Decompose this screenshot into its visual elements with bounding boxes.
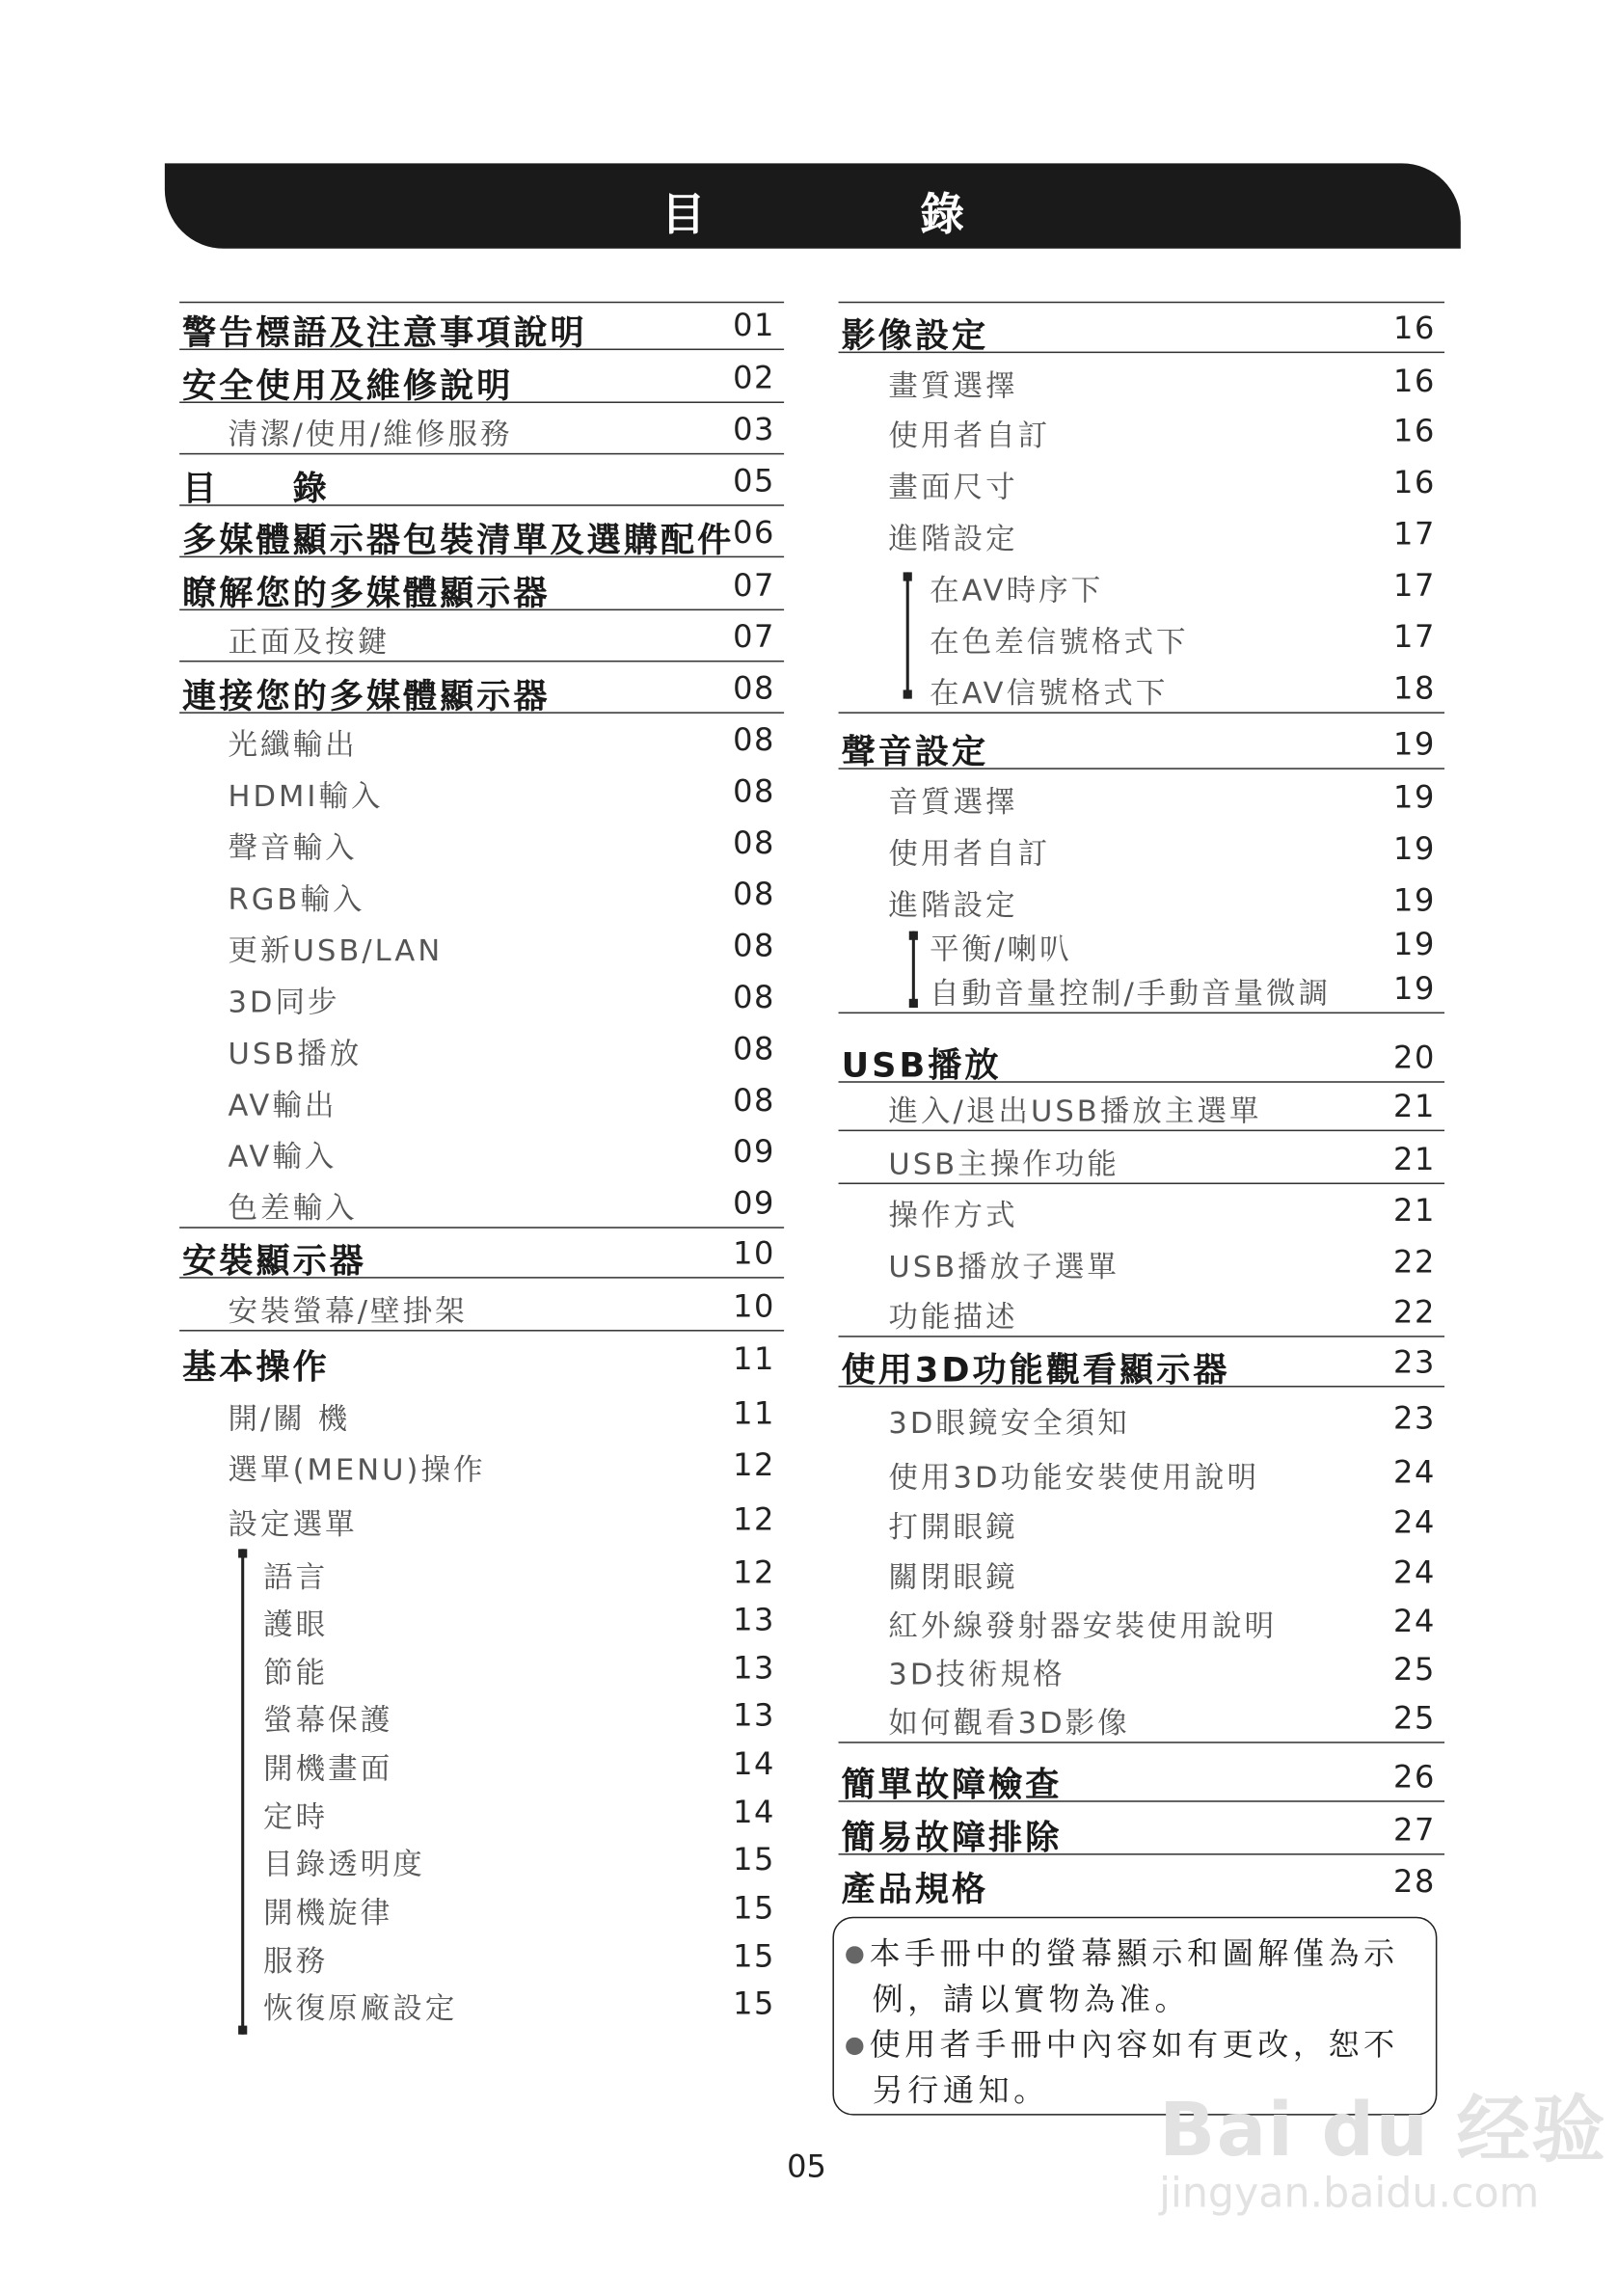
toc-entry[interactable] (179, 1388, 784, 1439)
toc-entry-page: 03 (733, 412, 775, 447)
toc-entry-label: 3D眼鏡安全須知 (888, 1404, 1130, 1441)
toc-entry-page: 27 (1393, 1812, 1436, 1849)
toc-entry-page: 18 (1393, 670, 1436, 707)
toc-entry[interactable] (179, 1881, 784, 1932)
toc-entry-page: 10 (733, 1288, 775, 1324)
toc-entry-page: 15 (733, 1938, 775, 1975)
toc-entry[interactable] (179, 1738, 784, 1789)
toc-entry-page: 15 (733, 1890, 775, 1926)
toc-entry-page: 21 (1393, 1088, 1436, 1124)
toc-entry-page: 08 (733, 722, 775, 758)
toc-entry-label: 目錄透明度 (263, 1846, 425, 1882)
toc-entry-page: 08 (733, 928, 775, 964)
toc-entry-label: 進階設定 (888, 521, 1018, 556)
bullet-icon (846, 2038, 863, 2055)
toc-entry-label: 打開眼鏡 (888, 1509, 1018, 1545)
toc-entry-page: 25 (1393, 1700, 1436, 1737)
toc-entry[interactable] (179, 1333, 784, 1388)
toc-entry-label: AV輸出 (228, 1087, 337, 1122)
toc-entry[interactable] (839, 717, 1445, 772)
toc-entry-page: 08 (733, 773, 775, 810)
toc-entry-page: 19 (1393, 882, 1436, 918)
toc-entry-page: 21 (1393, 1141, 1436, 1177)
toc-entry[interactable] (839, 1750, 1445, 1805)
toc-entry-label: RGB輸入 (228, 880, 365, 917)
toc-entry-label: 產品規格 (841, 1871, 989, 1910)
toc-entry[interactable] (839, 1235, 1445, 1286)
toc-entry-page: 08 (733, 979, 775, 1015)
toc-entry-label: 目 錄 (182, 471, 330, 509)
toc-entry-label: USB播放 (228, 1035, 363, 1071)
toc-entry[interactable] (179, 662, 784, 716)
toc-entry-page: 22 (1393, 1294, 1436, 1331)
toc-entry-label: 基本操作 (182, 1348, 330, 1388)
toc-entry-page: 08 (733, 1082, 775, 1119)
submenu-bracket (241, 1549, 244, 2034)
toc-entry-page: 12 (733, 1501, 775, 1538)
toc-entry-label: 關閉眼鏡 (888, 1559, 1018, 1595)
toc-entry[interactable] (839, 302, 1445, 357)
toc-entry[interactable] (179, 1280, 784, 1331)
toc-entry-page: 06 (733, 514, 775, 551)
toc-entry[interactable] (179, 714, 784, 765)
toc-entry-label: 自動音量控制/手動音量微調 (930, 975, 1332, 1012)
toc-entry-page: 16 (1393, 310, 1436, 346)
toc-entry[interactable] (839, 770, 1445, 822)
toc-entry-page: 02 (733, 360, 775, 396)
toc-entry-label: 3D技術規格 (888, 1656, 1065, 1692)
toc-entry-page: 19 (1393, 779, 1436, 816)
toc-entry-label: USB主操作功能 (888, 1146, 1120, 1181)
toc-entry[interactable] (179, 1493, 784, 1544)
toc-entry[interactable] (839, 1336, 1445, 1391)
toc-entry-label: 使用3D功能安裝使用說明 (888, 1459, 1260, 1495)
toc-entry-label: 正面及按鍵 (228, 623, 391, 660)
toc-entry[interactable] (179, 1022, 784, 1073)
toc-entry[interactable] (839, 1546, 1445, 1597)
toc-entry-label: 開機畫面 (263, 1750, 393, 1786)
toc-entry-label: 護眼 (263, 1606, 329, 1642)
toc-entry-label: USB播放 (841, 1047, 1002, 1086)
toc-entry-page: 19 (1393, 927, 1436, 962)
toc-entry-page: 17 (1393, 567, 1436, 604)
toc-entry-label: 聲音設定 (841, 734, 989, 772)
toc-entry-page: 16 (1393, 413, 1436, 449)
toc-entry[interactable] (839, 662, 1445, 713)
toc-entry-page: 01 (733, 307, 775, 343)
toc-entry-page: 16 (1393, 465, 1436, 500)
toc-entry-page: 19 (1393, 726, 1436, 763)
toc-entry-page: 09 (733, 1134, 775, 1170)
toc-entry-page: 24 (1393, 1454, 1436, 1491)
toc-entry[interactable] (179, 1688, 784, 1740)
toc-entry-page: 11 (733, 1395, 775, 1432)
toc-entry[interactable] (179, 506, 784, 561)
toc-entry-label: 平衡/喇叭 (930, 931, 1072, 967)
toc-entry-page: 11 (733, 1341, 775, 1377)
toc-entry-page: 10 (733, 1235, 775, 1272)
toc-entry-label: 選單(MENU)操作 (228, 1451, 486, 1488)
toc-entry-label: 色差輸入 (228, 1190, 358, 1226)
toc-entry-label: 連接您的多媒體顯示器 (182, 678, 551, 716)
toc-entry-label: 影像設定 (841, 317, 989, 357)
toc-entry[interactable] (179, 299, 784, 354)
toc-entry[interactable] (179, 817, 784, 868)
toc-entry[interactable] (839, 1855, 1445, 1910)
toc-entry[interactable] (179, 1074, 784, 1125)
toc-entry-label: 如何觀看3D影像 (888, 1705, 1130, 1741)
toc-entry-page: 19 (1393, 830, 1436, 867)
toc-entry-page: 08 (733, 1031, 775, 1067)
toc-entry[interactable] (179, 352, 784, 407)
page-number: 05 (787, 2148, 826, 2185)
toc-entry[interactable] (179, 610, 784, 662)
toc-entry[interactable] (839, 1496, 1445, 1547)
toc-entry-label: HDMI輸入 (228, 777, 384, 814)
submenu-bracket (912, 932, 915, 1008)
toc-entry-page: 08 (733, 824, 775, 861)
toc-entry-label: 開/關 機 (228, 1400, 351, 1436)
toc-entry-label: 定時 (263, 1798, 329, 1835)
toc-entry-label: 使用者自訂 (888, 835, 1051, 872)
toc-entry-label: 3D同步 (228, 984, 340, 1020)
toc-entry-page: 09 (733, 1185, 775, 1222)
toc-entry[interactable] (839, 610, 1445, 662)
toc-entry-page: 14 (733, 1795, 775, 1830)
toc-entry-label: 開機旋律 (263, 1894, 393, 1931)
toc-entry-page: 15 (733, 1985, 775, 2022)
toc-entry-page: 20 (1393, 1040, 1436, 1076)
toc-entry-page: 19 (1393, 970, 1436, 1007)
toc-entry-label: USB播放子選單 (888, 1249, 1120, 1284)
toc-entry-label: 簡單故障檢查 (841, 1767, 1063, 1805)
toc-entry-label: 瞭解您的多媒體顯示器 (182, 575, 551, 614)
toc-entry-page: 24 (1393, 1603, 1436, 1639)
toc-entry[interactable] (179, 1977, 784, 2028)
toc-entry[interactable] (179, 1930, 784, 1981)
toc-entry-label: 操作方式 (888, 1197, 1018, 1233)
toc-entry-label: 節能 (263, 1655, 329, 1690)
toc-entry[interactable] (839, 823, 1445, 874)
toc-entry-page: 21 (1393, 1193, 1436, 1229)
toc-entry-label: 畫面尺寸 (888, 469, 1018, 505)
toc-entry-label: 使用者自訂 (888, 418, 1051, 453)
toc-entry-label: 聲音輸入 (228, 829, 358, 865)
watermark: Bai du 经验 jingyan.baidu.com (1159, 2087, 1607, 2217)
note-line: 本手冊中的螢幕顯示和圖解僅為示 (846, 1930, 1399, 1974)
toc-entry[interactable] (179, 765, 784, 816)
page-title: 目 錄 (661, 189, 1050, 242)
toc-entry-page: 13 (733, 1650, 775, 1687)
toc-entry-label: 功能描述 (888, 1299, 1018, 1335)
toc-entry-page: 08 (733, 670, 775, 707)
toc-entry[interactable] (839, 962, 1445, 1013)
toc-entry-label: 在色差信號格式下 (930, 623, 1189, 660)
toc-entry-page: 25 (1393, 1652, 1436, 1688)
toc-entry[interactable] (839, 1031, 1445, 1086)
toc-entry[interactable] (179, 1641, 784, 1692)
toc-entry[interactable] (179, 1593, 784, 1644)
toc-entry[interactable] (179, 1439, 784, 1490)
toc-entry-label: 清潔/使用/維修服務 (228, 416, 513, 452)
bullet-icon (846, 1946, 863, 1963)
toc-entry-page: 14 (733, 1745, 775, 1782)
toc-entry-label: 多媒體顯示器包裝清單及選購配件 (182, 522, 735, 561)
submenu-bracket (906, 572, 909, 698)
toc-entry-page: 07 (733, 619, 775, 655)
toc-entry-label: 音質選擇 (888, 784, 1018, 820)
toc-entry[interactable] (179, 919, 784, 970)
toc-entry[interactable] (839, 1803, 1445, 1858)
toc-entry[interactable] (179, 1833, 784, 1884)
toc-entry-page: 24 (1393, 1504, 1436, 1541)
toc-entry-page: 12 (733, 1447, 775, 1483)
toc-entry-page: 23 (1393, 1344, 1436, 1380)
toc-entry[interactable] (839, 1691, 1445, 1742)
toc-entry-label: 恢復原廠設定 (263, 1990, 458, 2026)
toc-entry-label: 服務 (263, 1943, 329, 1979)
toc-entry[interactable] (839, 1080, 1445, 1131)
toc-entry[interactable] (839, 559, 1445, 610)
note-line: 使用者手冊中內容如有更改，恕不 (846, 2021, 1399, 2066)
toc-entry-label: 安裝顯示器 (182, 1243, 366, 1282)
toc-entry-page: 15 (733, 1841, 775, 1877)
toc-entry[interactable] (839, 355, 1445, 406)
toc-entry-page: 22 (1393, 1244, 1436, 1281)
toc-entry-page: 13 (733, 1697, 775, 1734)
toc-entry[interactable] (839, 1285, 1445, 1337)
toc-entry[interactable] (839, 1391, 1445, 1443)
toc-entry-label: 設定選單 (228, 1506, 358, 1542)
toc-entry-label: 在AV信號格式下 (930, 675, 1169, 711)
toc-entry[interactable] (179, 1227, 784, 1282)
toc-entry-label: 語言 (263, 1559, 329, 1595)
toc-entry[interactable] (179, 1125, 784, 1176)
toc-entry[interactable] (179, 454, 784, 509)
toc-entry[interactable] (179, 971, 784, 1022)
toc-entry-page: 17 (1393, 516, 1436, 553)
toc-entry-page: 28 (1393, 1863, 1436, 1900)
toc-entry-page: 05 (733, 463, 775, 500)
toc-entry[interactable] (839, 456, 1445, 507)
toc-entry[interactable] (179, 868, 784, 919)
toc-entry[interactable] (179, 559, 784, 614)
toc-entry-label: 紅外線發射器安裝使用說明 (888, 1607, 1278, 1643)
toc-entry[interactable] (839, 1643, 1445, 1694)
title-banner (165, 163, 1461, 248)
toc-entry-page: 08 (733, 877, 775, 912)
toc-entry[interactable] (839, 1446, 1445, 1498)
toc-entry-page: 13 (733, 1602, 775, 1637)
toc-entry-page: 26 (1393, 1759, 1436, 1796)
toc-entry[interactable] (839, 1133, 1445, 1184)
toc-entry-label: 警告標語及注意事項說明 (182, 314, 587, 354)
toc-entry-page: 23 (1393, 1400, 1436, 1436)
toc-entry-label: 使用3D功能觀看顯示器 (841, 1351, 1230, 1391)
toc-entry[interactable] (179, 403, 784, 454)
toc-entry[interactable] (839, 1184, 1445, 1235)
toc-entry[interactable] (179, 1546, 784, 1597)
toc-entry-label: 簡易故障排除 (841, 1820, 1063, 1858)
toc-entry[interactable] (179, 1786, 784, 1837)
toc-entry-label: 安全使用及維修說明 (182, 367, 514, 407)
toc-entry-label: 在AV時序下 (930, 572, 1104, 608)
toc-entry-page: 24 (1393, 1554, 1436, 1591)
note-line: 例，請以實物為准。 (872, 1981, 1191, 2017)
toc-entry[interactable] (839, 405, 1445, 456)
toc-entry[interactable] (839, 507, 1445, 558)
toc-entry-label: 安裝螢幕/壁掛架 (228, 1292, 468, 1329)
toc-entry-label: AV輸入 (228, 1138, 337, 1175)
toc-entry-page: 12 (733, 1554, 775, 1591)
toc-entry[interactable] (179, 1176, 784, 1228)
toc-entry-label: 螢幕保護 (263, 1702, 393, 1738)
toc-entry-label: 畫質選擇 (888, 367, 1018, 403)
toc-entry[interactable] (839, 1595, 1445, 1646)
note-line: 另行通知。 (872, 2072, 1049, 2109)
toc-entry-page: 16 (1393, 363, 1436, 399)
toc-entry-label: 光纖輸出 (228, 726, 358, 763)
toc-entry-label: 更新USB/LAN (228, 932, 444, 968)
toc-entry-page: 07 (733, 567, 775, 604)
toc-entry-label: 進階設定 (888, 886, 1018, 923)
toc-entry-page: 17 (1393, 619, 1436, 655)
toc-entry-label: 進入/退出USB播放主選單 (888, 1093, 1262, 1129)
